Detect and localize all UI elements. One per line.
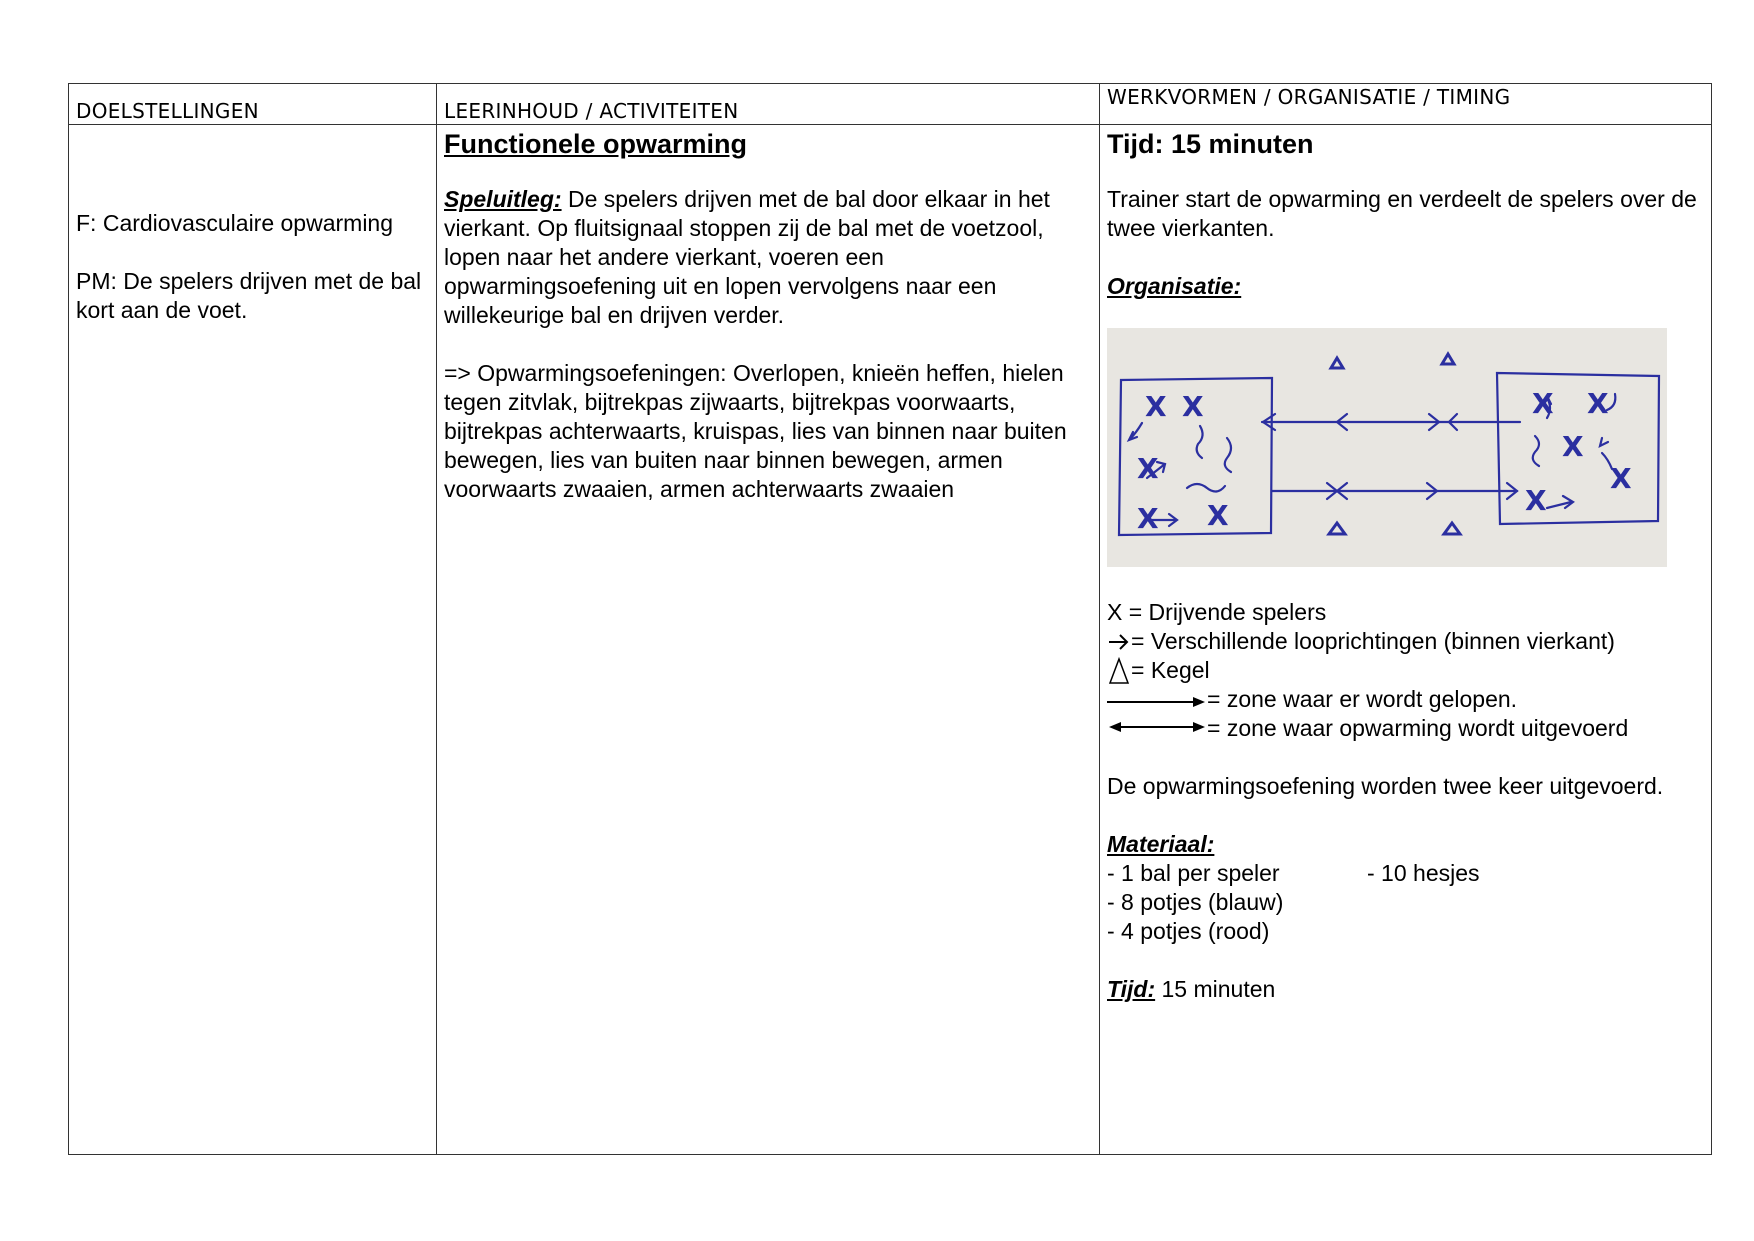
legend-warmup-zone-text: = zone waar opwarming wordt uitgevoerd xyxy=(1207,715,1629,741)
leerinhoud-cell xyxy=(437,125,1100,1155)
header-werkvormen: WERKVORMEN / ORGANISATIE / TIMING xyxy=(1100,84,1712,125)
speluitleg-paragraph xyxy=(444,185,1092,330)
sketch-player: X xyxy=(1562,430,1584,463)
werkvormen-cell xyxy=(1100,125,1712,1155)
tijd-title: Tijd: 15 minuten xyxy=(1107,129,1314,159)
materiaal-item: - 1 bal per speler xyxy=(1107,860,1280,886)
lesson-plan-table xyxy=(68,83,1712,1155)
content-row xyxy=(69,125,1712,1155)
materiaal-item: - 10 hesjes xyxy=(1367,860,1480,886)
legend-warmup-zone xyxy=(1107,714,1704,743)
materiaal-row xyxy=(1107,859,1704,888)
sketch-player: X xyxy=(1145,390,1167,423)
materiaal-item: - 4 potjes (rood) xyxy=(1107,918,1270,944)
sketch-player: X xyxy=(1182,390,1204,423)
tijd-value: 15 minuten xyxy=(1155,976,1276,1002)
sketch-player: X xyxy=(1137,502,1159,535)
sketch-player: X xyxy=(1137,452,1159,485)
intro-paragraph: Trainer start de opwarming en verdeelt de spelers over de twee vierkanten. xyxy=(1107,186,1697,241)
goal-psychomotorisch: PM: De spelers drijven met de bal kort aan de voet. xyxy=(76,268,422,323)
double-arrow-icon xyxy=(1107,719,1207,739)
tijd-label: Tijd: xyxy=(1107,976,1156,1002)
sketch-player: X xyxy=(1587,387,1609,420)
materiaal-label: Materiaal: xyxy=(1107,831,1215,857)
sketch-player: X xyxy=(1207,499,1229,532)
tijd-paragraph xyxy=(1107,975,1704,1004)
organisatie-label: Organisatie: xyxy=(1107,273,1242,299)
legend-run-zone-text: = zone waar er wordt gelopen. xyxy=(1207,686,1518,712)
speluitleg-text: De spelers drijven met de bal door elkaar in het vierkant. Op fluitsignaal stoppen zij de bal met de voetzool, lopen naar het andere vierkant, voeren een opwarmingsoefening uit en lopen vervolgens naar een willekeurige bal en drijven verder. xyxy=(444,186,1050,328)
opwarmingsoefeningen-paragraph: => Opwarmingsoefeningen: Overlopen, knieën heffen, hielen tegen zitvlak, bijtrekpas zijwaarts, bijtrekpas voorwaarts, bijtrekpas achterwaarts, kruispas, lies van binnen naar buiten bewegen, lies van buiten naar binnen bewegen, armen voorwaarts zwaaien, armen achterwaarts zwaaien xyxy=(444,360,1067,502)
legend-run-zone xyxy=(1107,685,1704,714)
doelstellingen-cell xyxy=(69,125,437,1155)
legend-cone xyxy=(1107,656,1704,685)
goal-fysiek: F: Cardiovasculaire opwarming xyxy=(76,210,394,236)
header-leerinhoud: LEERINHOUD / ACTIVITEITEN xyxy=(437,84,1100,125)
speluitleg-label: Speluitleg: xyxy=(444,186,562,212)
legend-players: X = Drijvende spelers xyxy=(1107,599,1327,625)
sketch-player: X xyxy=(1525,484,1547,517)
herhaling-paragraph: De opwarmingsoefening worden twee keer uitgevoerd. xyxy=(1107,773,1664,799)
header-row xyxy=(69,84,1712,125)
triangle-icon xyxy=(1107,657,1131,685)
sketch-player: X xyxy=(1532,387,1554,420)
single-arrow-icon xyxy=(1107,690,1207,710)
organisation-sketch xyxy=(1107,328,1667,567)
header-doelstellingen: DOELSTELLINGEN xyxy=(69,84,437,125)
materiaal-row xyxy=(1107,917,1704,946)
legend-cone-text: = Kegel xyxy=(1131,657,1210,683)
legend-directions-text: = Verschillende looprichtingen (binnen vierkant) xyxy=(1131,628,1615,654)
materiaal-row xyxy=(1107,888,1704,917)
sketch-player: X xyxy=(1610,462,1632,495)
materiaal-item: - 8 potjes (blauw) xyxy=(1107,889,1284,915)
activity-title: Functionele opwarming xyxy=(444,129,748,159)
legend-directions xyxy=(1107,627,1704,656)
arrow-right-icon xyxy=(1107,632,1131,652)
